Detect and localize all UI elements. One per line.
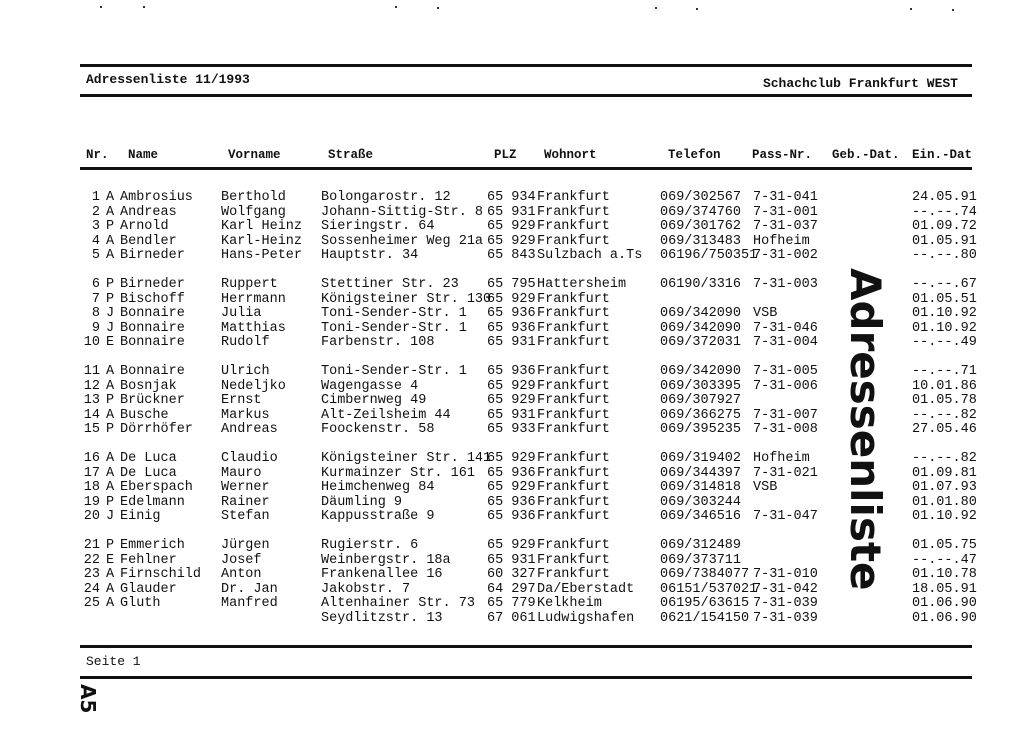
col-header-plz: PLZ <box>494 148 517 162</box>
cell-plz: 65 931 <box>487 335 536 350</box>
cell-name: Edelmann <box>120 494 185 510</box>
cell-strasse: Toni-Sender-Str. 1 <box>321 320 467 336</box>
cell-strasse: Heimchenweg 84 <box>321 480 435 495</box>
cell-nr: 5 <box>91 248 100 263</box>
cell-type: P <box>106 422 115 437</box>
cell-name: Andreas <box>120 204 177 220</box>
cell-telefon: 069/372031 <box>660 335 742 350</box>
cell-ein-dat: 24.05.91 <box>912 190 977 205</box>
cell-vorname: Jürgen <box>221 538 270 553</box>
cell-telefon: 069/342090 <box>660 306 742 321</box>
cell-strasse: Altenhainer Str. 73 <box>321 596 475 611</box>
cell-ein-dat: 01.05.75 <box>912 538 977 553</box>
cell-name: De Luca <box>120 465 177 481</box>
cell-plz: 65 931 <box>487 552 536 568</box>
cell-ein-dat: --.--.80 <box>912 248 977 263</box>
cell-plz: 65 795 <box>487 277 536 292</box>
document-title: Adressenliste 11/1993 <box>86 72 250 87</box>
cell-name: Bonnaire <box>120 335 185 350</box>
cell-type: A <box>106 248 115 263</box>
cell-ein-dat: 01.05.91 <box>912 233 977 249</box>
cell-ein-dat: --.--.49 <box>912 335 977 350</box>
club-name: Schachclub Frankfurt WEST <box>762 76 958 91</box>
cell-type: A <box>106 204 115 220</box>
cell-wohnort: Ludwigshafen <box>537 610 635 626</box>
cell-telefon: 069/307927 <box>660 393 742 408</box>
cell-ein-dat: 27.05.46 <box>912 422 977 437</box>
cell-name: Dörrhöfer <box>120 422 193 437</box>
cell-ein-dat: --.--.82 <box>912 451 977 466</box>
cell-nr: 17 <box>83 465 100 481</box>
cell-wohnort: Frankfurt <box>537 465 610 481</box>
cell-strasse: Foockenstr. 58 <box>321 422 435 437</box>
cell-type: P <box>106 277 115 292</box>
cell-wohnort: Frankfurt <box>537 407 610 423</box>
cell-nr: 2 <box>91 204 100 220</box>
cell-name: Glauder <box>120 581 177 597</box>
cell-type: A <box>106 364 115 379</box>
cell-vorname: Julia <box>221 306 262 321</box>
cell-wohnort: Frankfurt <box>537 219 610 234</box>
cell-ein-dat: 18.05.91 <box>912 581 977 597</box>
cell-strasse: Seydlitzstr. 13 <box>321 610 443 626</box>
cell-wohnort: Frankfurt <box>537 364 610 379</box>
cell-telefon: 06151/537021 <box>660 581 758 597</box>
cell-name: Birneder <box>120 248 185 263</box>
cell-nr: 8 <box>91 306 100 321</box>
cell-ein-dat: --.--.74 <box>912 204 977 220</box>
cell-ein-dat: --.--.71 <box>912 364 977 379</box>
cell-ein-dat: 01.06.90 <box>912 610 977 626</box>
cell-strasse: Bolongarostr. 12 <box>321 190 451 205</box>
cell-pass: 7-31-039 <box>753 596 818 611</box>
cell-wohnort: Frankfurt <box>537 422 610 437</box>
cell-plz: 65 929 <box>487 219 536 234</box>
cell-ein-dat: 01.09.81 <box>912 465 977 481</box>
cell-pass: VSB <box>753 306 778 321</box>
cell-plz: 65 933 <box>487 422 536 437</box>
cell-vorname: Hans-Peter <box>221 248 303 263</box>
cell-telefon: 069/344397 <box>660 465 742 481</box>
cell-name: Bosnjak <box>120 378 177 394</box>
speck <box>952 9 954 11</box>
cell-pass: 7-31-046 <box>753 320 818 336</box>
side-label <box>841 268 890 591</box>
cell-type: P <box>106 494 115 510</box>
cell-plz: 65 934 <box>487 190 536 205</box>
page-number: Seite 1 <box>86 654 141 669</box>
cell-strasse: Frankenallee 16 <box>321 567 443 582</box>
cell-plz: 65 779 <box>487 596 536 611</box>
cell-nr: 19 <box>83 494 100 510</box>
cell-pass: Hofheim <box>753 451 810 466</box>
cell-strasse: Toni-Sender-Str. 1 <box>321 306 467 321</box>
cell-wohnort: Kelkheim <box>537 596 602 611</box>
cell-type: J <box>106 306 115 321</box>
cell-strasse: Hauptstr. 34 <box>321 248 419 263</box>
cell-telefon: 069/366275 <box>660 407 742 423</box>
cell-ein-dat: --.--.82 <box>912 407 977 423</box>
cell-nr: 15 <box>83 422 100 437</box>
cell-pass: Hofheim <box>753 233 810 249</box>
cell-strasse: Sossenheimer Weg 21a <box>321 233 484 249</box>
cell-wohnort: Frankfurt <box>537 320 610 336</box>
cell-strasse: Rugierstr. 6 <box>321 538 419 553</box>
cell-pass: 7-31-047 <box>753 509 818 524</box>
cell-telefon: 069/312489 <box>660 538 742 553</box>
side-label-text: Adressenliste <box>841 268 890 591</box>
cell-vorname: Ernst <box>221 393 262 408</box>
cell-telefon: 069/342090 <box>660 320 742 336</box>
cell-nr: 12 <box>83 378 100 394</box>
cell-vorname: Herrmann <box>221 291 286 307</box>
cell-plz: 64 297 <box>487 581 536 597</box>
cell-ein-dat: 01.10.92 <box>912 320 977 336</box>
speck <box>437 7 439 9</box>
cell-plz: 60 327 <box>487 567 536 582</box>
cell-name: Bonnaire <box>120 306 185 321</box>
cell-vorname: Andreas <box>221 422 278 437</box>
cell-wohnort: Frankfurt <box>537 567 610 582</box>
cell-name: Bonnaire <box>120 320 185 336</box>
cell-type: A <box>106 451 115 466</box>
cell-name: Arnold <box>120 219 169 234</box>
cell-type: P <box>106 538 115 553</box>
cell-pass: 7-31-042 <box>753 581 818 597</box>
cell-vorname: Josef <box>221 552 262 568</box>
cell-ein-dat: 10.01.86 <box>912 378 977 394</box>
col-header-telefon: Telefon <box>668 148 721 162</box>
cell-vorname: Karl Heinz <box>221 219 303 234</box>
cell-wohnort: Frankfurt <box>537 335 610 350</box>
cell-pass: 7-31-039 <box>753 610 818 626</box>
cell-type: P <box>106 291 115 307</box>
cell-vorname: Nedeljko <box>221 378 286 394</box>
cell-vorname: Claudio <box>221 451 278 466</box>
col-header-vorname: Vorname <box>228 148 281 162</box>
cell-wohnort: Frankfurt <box>537 306 610 321</box>
cell-telefon: 069/7384077 <box>660 567 750 582</box>
cell-strasse: Cimbernweg 49 <box>321 393 427 408</box>
cell-plz: 65 936 <box>487 465 536 481</box>
cell-telefon: 069/373711 <box>660 552 742 568</box>
cell-telefon: 069/319402 <box>660 451 742 466</box>
cell-pass: 7-31-007 <box>753 407 818 423</box>
cell-type: A <box>106 233 115 249</box>
cell-wohnort: Frankfurt <box>537 204 610 220</box>
cell-plz: 65 929 <box>487 378 536 394</box>
cell-type: E <box>106 335 115 350</box>
cell-type: E <box>106 552 115 568</box>
cell-nr: 18 <box>83 480 100 495</box>
cell-telefon: 069/313483 <box>660 233 742 249</box>
cell-strasse: Jakobstr. 7 <box>321 581 411 597</box>
cell-plz: 65 929 <box>487 393 536 408</box>
cell-plz: 65 843 <box>487 248 536 263</box>
cell-nr: 10 <box>83 335 100 350</box>
cell-vorname: Matthias <box>221 320 286 336</box>
cell-pass: 7-31-001 <box>753 204 818 220</box>
cell-pass: 7-31-037 <box>753 219 818 234</box>
cell-wohnort: Frankfurt <box>537 190 610 205</box>
col-header-nr: Nr. <box>86 148 109 162</box>
header-bottom-rule <box>80 94 972 97</box>
cell-ein-dat: 01.10.78 <box>912 567 977 582</box>
cell-pass: 7-31-008 <box>753 422 818 437</box>
cell-pass: 7-31-021 <box>753 465 818 481</box>
col-header-name: Name <box>128 148 159 162</box>
cell-vorname: Werner <box>221 480 270 495</box>
cell-strasse: Johann-Sittig-Str. 8 <box>321 204 484 220</box>
footer-top-rule <box>80 645 972 648</box>
cell-nr: 22 <box>83 552 100 568</box>
cell-type: A <box>106 480 115 495</box>
cell-pass: 7-31-005 <box>753 364 818 379</box>
cell-vorname: Rudolf <box>221 335 270 350</box>
cell-vorname: Ulrich <box>221 364 270 379</box>
cell-name: Bischoff <box>120 291 185 307</box>
cell-name: Birneder <box>120 277 185 292</box>
cell-wohnort: Da/Eberstadt <box>537 581 635 597</box>
cell-telefon: 069/302567 <box>660 190 742 205</box>
cell-strasse: Alt-Zeilsheim 44 <box>321 407 451 423</box>
cell-name: Bendler <box>120 233 177 249</box>
cell-nr: 3 <box>91 219 100 234</box>
cell-type: A <box>106 378 115 394</box>
col-header-strasse: Straße <box>328 148 374 162</box>
cell-strasse: Kurmainzer Str. 161 <box>321 465 475 481</box>
cell-plz: 65 936 <box>487 306 536 321</box>
cell-strasse: Sieringstr. 64 <box>321 219 435 234</box>
cell-strasse: Wagengasse 4 <box>321 378 419 394</box>
cell-pass: 7-31-003 <box>753 277 818 292</box>
cell-wohnort: Frankfurt <box>537 494 610 510</box>
cell-plz: 65 929 <box>487 538 536 553</box>
cell-wohnort: Frankfurt <box>537 451 610 466</box>
cell-type: J <box>106 320 115 336</box>
cell-plz: 67 061 <box>487 610 536 626</box>
cell-telefon: 069/303395 <box>660 378 742 394</box>
speck <box>655 7 657 9</box>
cell-vorname: Ruppert <box>221 277 278 292</box>
cell-pass: 7-31-006 <box>753 378 818 394</box>
cell-telefon: 06195/63615 <box>660 596 750 611</box>
cell-ein-dat: 01.10.92 <box>912 509 977 524</box>
cell-plz: 65 936 <box>487 494 536 510</box>
cell-strasse: Däumling 9 <box>321 494 403 510</box>
cell-ein-dat: 01.05.51 <box>912 291 977 307</box>
cell-strasse: Farbenstr. 108 <box>321 335 435 350</box>
col-header-wohnort: Wohnort <box>544 148 597 162</box>
cell-pass: 7-31-004 <box>753 335 818 350</box>
cell-telefon: 069/342090 <box>660 364 742 379</box>
cell-plz: 65 931 <box>487 407 536 423</box>
cell-name: Busche <box>120 407 169 423</box>
cell-vorname: Anton <box>221 567 262 582</box>
cell-name: Fehlner <box>120 552 177 568</box>
cell-wohnort: Frankfurt <box>537 509 610 524</box>
cell-type: P <box>106 393 115 408</box>
cell-nr: 25 <box>83 596 100 611</box>
speck <box>696 8 698 10</box>
column-header-rule <box>80 167 972 170</box>
cell-nr: 14 <box>83 407 100 423</box>
cell-nr: 20 <box>83 509 100 524</box>
speck <box>100 6 102 8</box>
cell-plz: 65 929 <box>487 451 536 466</box>
col-header-ein: Ein.-Dat <box>912 148 973 162</box>
cell-type: P <box>106 219 115 234</box>
col-header-pass: Pass-Nr. <box>752 148 813 162</box>
cell-name: Ambrosius <box>120 190 193 205</box>
cell-pass: VSB <box>753 480 778 495</box>
cell-nr: 4 <box>91 233 100 249</box>
cell-nr: 1 <box>91 190 100 205</box>
cell-name: Einig <box>120 509 161 524</box>
cell-telefon: 069/395235 <box>660 422 742 437</box>
cell-telefon: 069/374760 <box>660 204 742 220</box>
cell-telefon: 069/301762 <box>660 219 742 234</box>
cell-telefon: 069/346516 <box>660 509 742 524</box>
cell-wohnort: Sulzbach a.Ts <box>537 248 643 263</box>
cell-vorname: Wolfgang <box>221 204 286 220</box>
cell-telefon: 06196/750351 <box>660 248 758 263</box>
cell-ein-dat: 01.10.92 <box>912 306 977 321</box>
cell-vorname: Dr. Jan <box>221 581 278 597</box>
cell-plz: 65 929 <box>487 291 536 307</box>
cell-wohnort: Frankfurt <box>537 233 610 249</box>
cell-strasse: Stettiner Str. 23 <box>321 277 459 292</box>
cell-strasse: Kappusstraße 9 <box>321 509 435 524</box>
cell-ein-dat: 01.06.90 <box>912 596 977 611</box>
cell-vorname: Markus <box>221 407 270 423</box>
cell-type: J <box>106 509 115 524</box>
cell-wohnort: Frankfurt <box>537 538 610 553</box>
cell-vorname: Manfred <box>221 596 278 611</box>
cell-nr: 16 <box>83 451 100 466</box>
cell-wohnort: Frankfurt <box>537 378 610 394</box>
cell-wohnort: Frankfurt <box>537 291 610 307</box>
cell-telefon: 069/303244 <box>660 494 742 510</box>
cell-name: Emmerich <box>120 538 185 553</box>
cell-pass: 7-31-010 <box>753 567 818 582</box>
cell-nr: 11 <box>83 364 100 379</box>
cell-telefon: 06190/3316 <box>660 277 742 292</box>
cell-telefon: 0621/154150 <box>660 610 750 626</box>
cell-name: Brückner <box>120 393 185 408</box>
cell-name: Bonnaire <box>120 364 185 379</box>
cell-telefon: 069/314818 <box>660 480 742 495</box>
cell-name: De Luca <box>120 451 177 466</box>
speck <box>395 6 397 8</box>
footer-bottom-rule <box>80 676 972 679</box>
cell-ein-dat: --.--.67 <box>912 277 977 292</box>
cell-plz: 65 936 <box>487 509 536 524</box>
cell-ein-dat: 01.01.80 <box>912 494 977 510</box>
cell-plz: 65 936 <box>487 364 536 379</box>
cell-nr: 23 <box>83 567 100 582</box>
cell-plz: 65 929 <box>487 233 536 249</box>
cell-plz: 65 936 <box>487 320 536 336</box>
cell-ein-dat: --.--.47 <box>912 552 977 568</box>
cell-vorname: Karl-Heinz <box>221 233 303 249</box>
cell-strasse: Toni-Sender-Str. 1 <box>321 364 467 379</box>
cell-name: Gluth <box>120 596 161 611</box>
cell-type: A <box>106 596 115 611</box>
cell-plz: 65 931 <box>487 204 536 220</box>
speck <box>910 8 912 10</box>
cell-nr: 24 <box>83 581 100 597</box>
corner-mark: A5 <box>76 684 100 714</box>
header-top-rule <box>80 64 972 67</box>
cell-name: Eberspach <box>120 480 193 495</box>
cell-nr: 21 <box>83 538 100 553</box>
cell-strasse: Weinbergstr. 18a <box>321 552 451 568</box>
cell-name: Firnschild <box>120 567 202 582</box>
cell-strasse: Königsteiner Str. 141 <box>321 451 492 466</box>
col-header-geb: Geb.-Dat. <box>832 148 900 162</box>
cell-vorname: Rainer <box>221 494 270 510</box>
cell-wohnort: Frankfurt <box>537 393 610 408</box>
speck <box>143 6 145 8</box>
cell-nr: 13 <box>83 393 100 408</box>
cell-ein-dat: 01.05.78 <box>912 393 977 408</box>
cell-pass: 7-31-002 <box>753 248 818 263</box>
cell-wohnort: Frankfurt <box>537 552 610 568</box>
cell-vorname: Mauro <box>221 465 262 481</box>
cell-type: A <box>106 465 115 481</box>
cell-vorname: Stefan <box>221 509 270 524</box>
cell-type: A <box>106 581 115 597</box>
cell-pass: 7-31-041 <box>753 190 818 205</box>
cell-ein-dat: 01.07.93 <box>912 480 977 495</box>
cell-nr: 6 <box>91 277 100 292</box>
cell-nr: 9 <box>91 320 100 336</box>
cell-ein-dat: 01.09.72 <box>912 219 977 234</box>
cell-nr: 7 <box>91 291 100 307</box>
cell-wohnort: Frankfurt <box>537 480 610 495</box>
cell-type: A <box>106 407 115 423</box>
cell-wohnort: Hattersheim <box>537 277 627 292</box>
cell-vorname: Berthold <box>221 190 286 205</box>
cell-type: A <box>106 190 115 205</box>
cell-strasse: Königsteiner Str. 130 <box>321 291 492 307</box>
cell-type: A <box>106 567 115 582</box>
cell-plz: 65 929 <box>487 480 536 495</box>
